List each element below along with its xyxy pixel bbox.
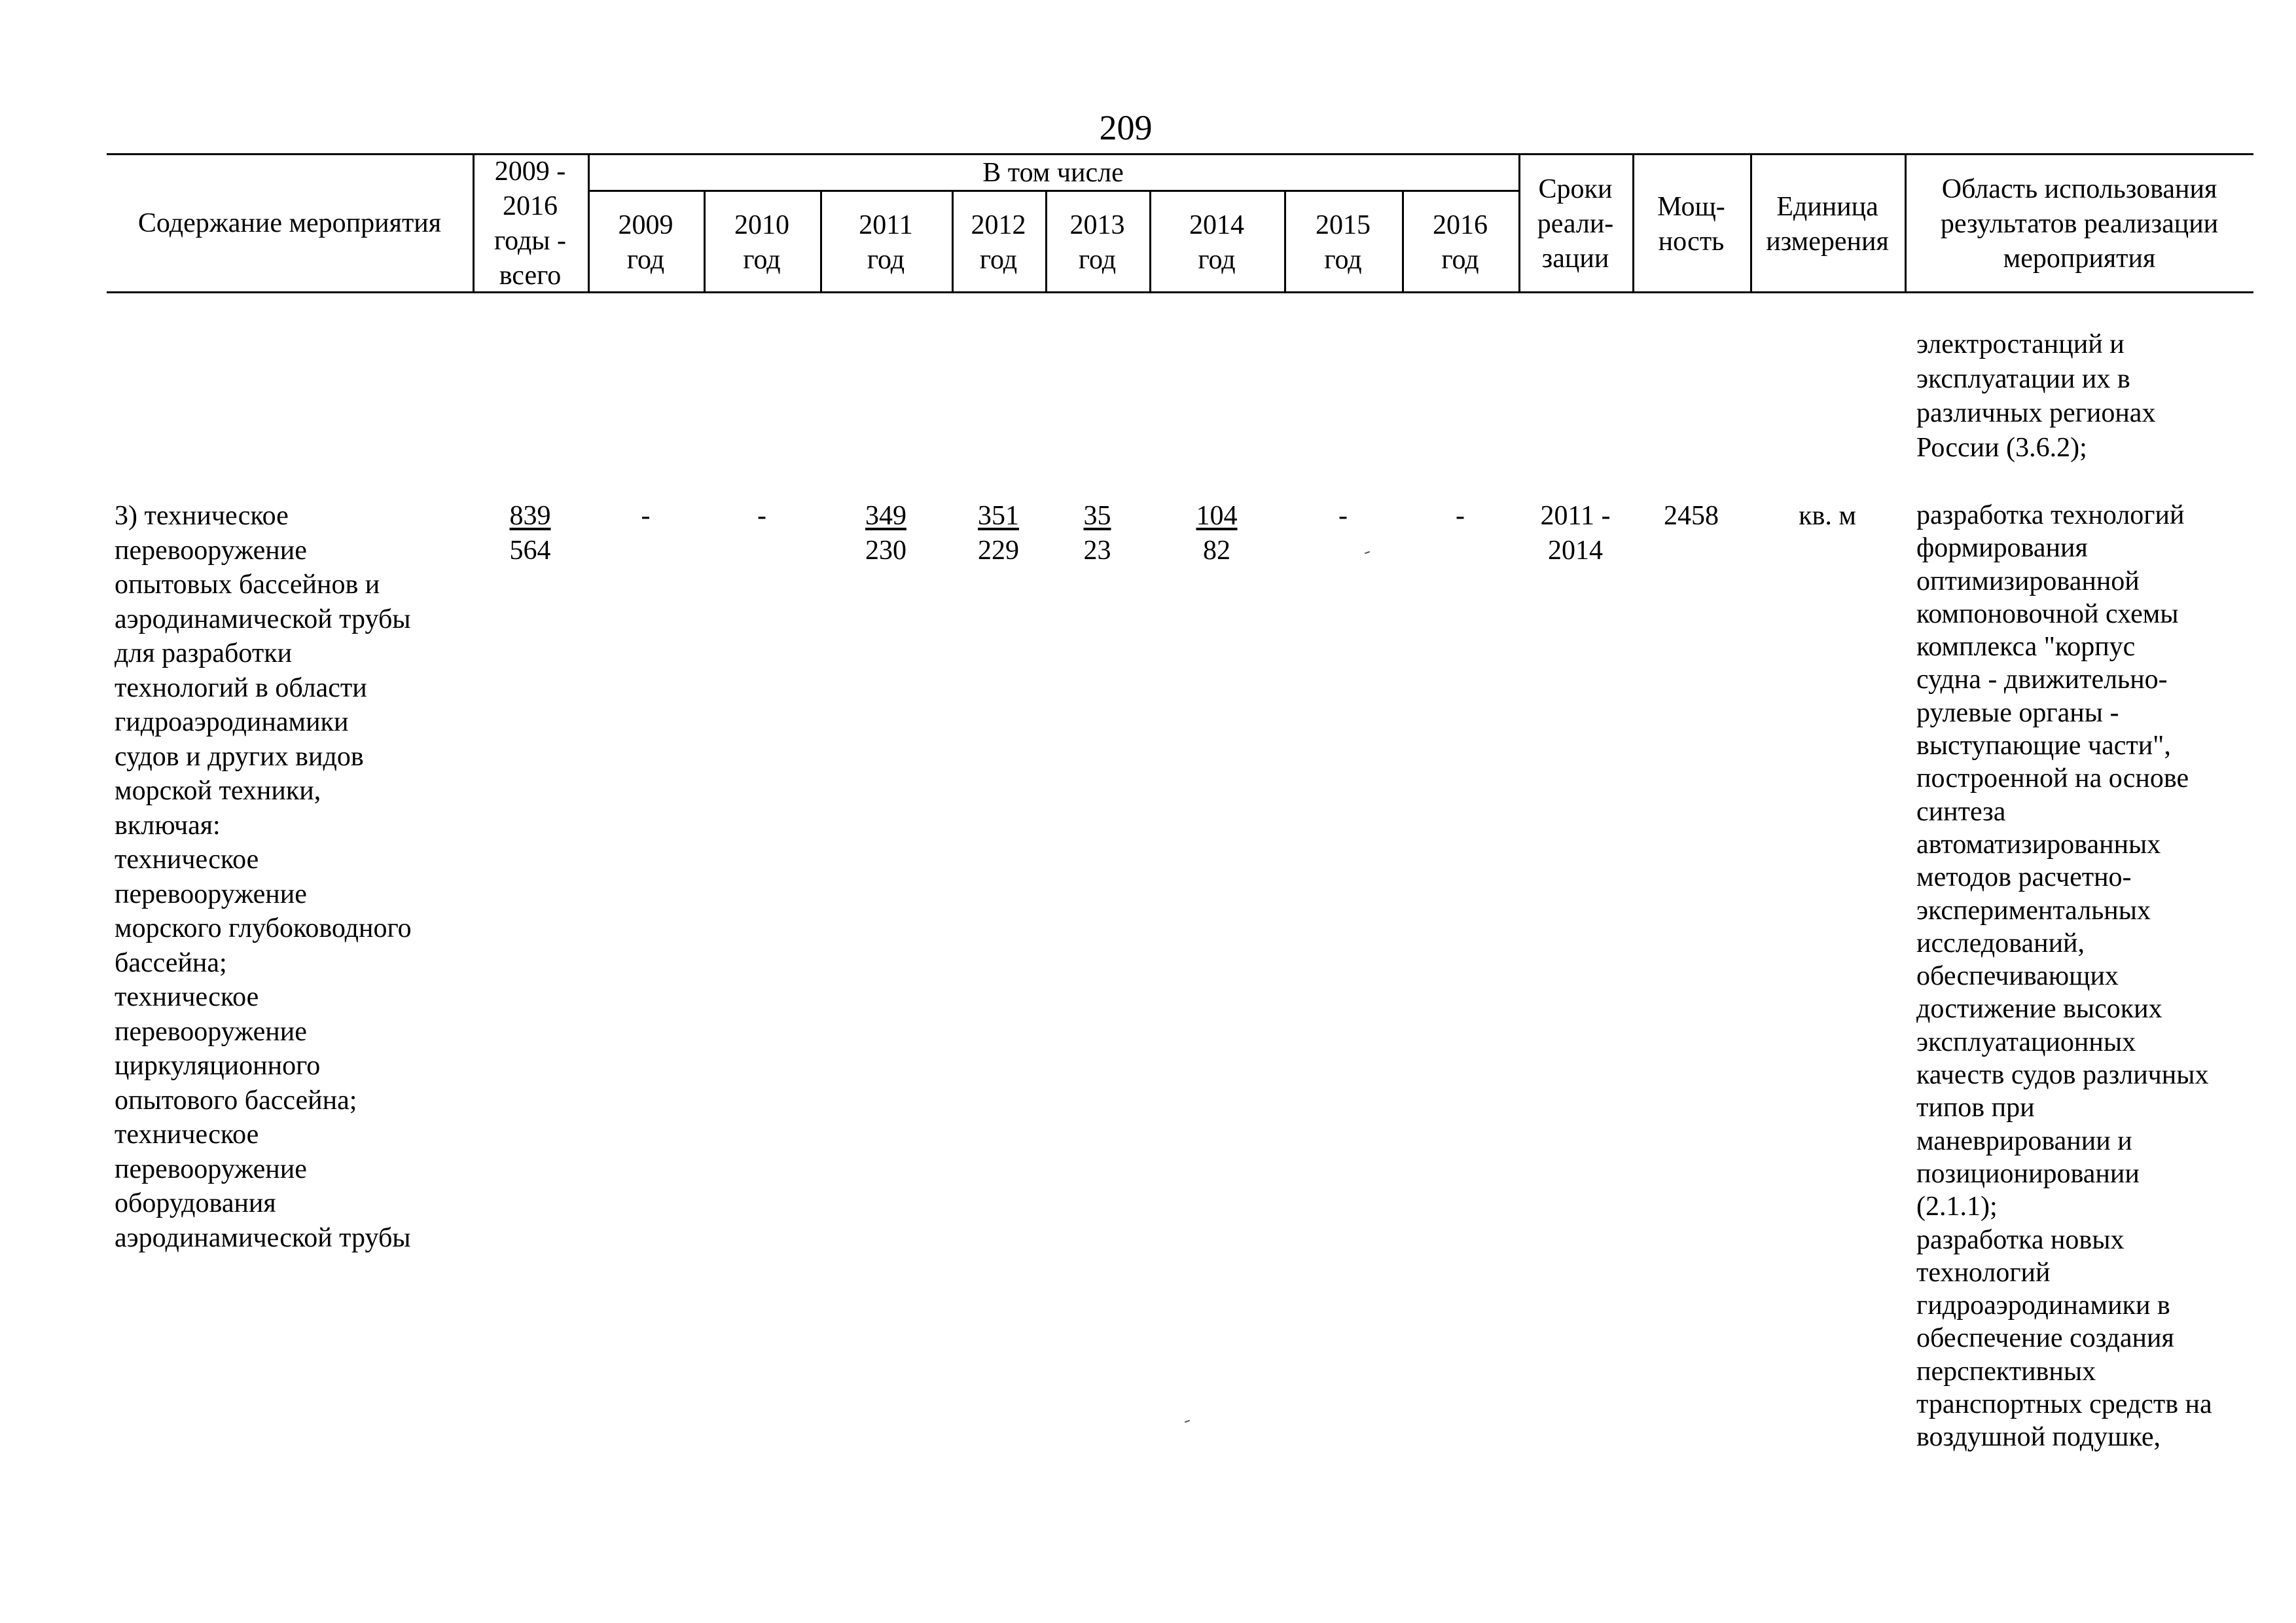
- row-2016: -: [1456, 501, 1465, 531]
- header-year-2013: 2013 год: [1069, 210, 1125, 275]
- header-year-2010: 2010 год: [734, 210, 789, 275]
- header-top-rule: [107, 153, 2253, 155]
- row-2012: 351 229: [978, 501, 1019, 566]
- row-2009: -: [641, 501, 651, 531]
- header-year-2014: 2014 год: [1189, 210, 1244, 275]
- row-2013: 35 23: [1083, 501, 1111, 566]
- scan-speck: [1185, 1420, 1190, 1423]
- row-2011: 349 230: [865, 501, 906, 566]
- row-content: 3) техническое перевооружение опытовых бассейнов и аэродинамической трубы для разработки технологий в области гидроаэродинамики судов и других видов морской техники, включая: техническое перевооружение морского глубоководного бассейна; техническое перевооружение циркуляционного опытового бассейна; техническое перевооружение оборудования аэродинамической трубы: [115, 501, 412, 1253]
- row-capacity: 2458: [1664, 501, 1719, 531]
- header-year-2011: 2011 год: [859, 210, 913, 275]
- header-bottom-rule: [107, 291, 2253, 293]
- header-year-2012: 2012 год: [971, 210, 1026, 275]
- header-total: 2009 - 2016 годы - всего: [493, 156, 567, 291]
- header-terms: Сроки реали- зации: [1537, 174, 1614, 274]
- header-area: Область использования результатов реализации мероприятия: [1940, 174, 2219, 274]
- header-content: Содержание мероприятия: [137, 208, 442, 238]
- header-year-2009: 2009 год: [618, 210, 673, 275]
- header-year-2015: 2015 год: [1316, 210, 1371, 275]
- row-2014: 104 82: [1196, 501, 1238, 566]
- row-total: 839 564: [509, 501, 551, 566]
- scan-speck: [1365, 551, 1370, 555]
- row-terms: 2011 - 2014: [1540, 501, 1611, 566]
- header-capacity: Мощ- ность: [1657, 192, 1725, 257]
- header-year-2016: 2016 год: [1433, 210, 1488, 275]
- row-2010: -: [757, 501, 766, 531]
- area-continuation: электростанций и эксплуатации их в различных регионах России (3.6.2);: [1916, 329, 2156, 463]
- header-unit: Единица измерения: [1766, 192, 1889, 257]
- header-including: В том числе: [982, 158, 1124, 188]
- row-unit: кв. м: [1799, 501, 1856, 531]
- row-area: разработка технологий формирования оптимизированной компоновочной схемы комплекса "корпус судна - движительно- рулевые органы - выступающие части", построенной на основе синтеза автоматизированных методов расчетно- экспериментальных исследований, обеспечивающих достижение высоких эксплуатационных качеств судов различных типов при маневрировании и позиционировании (2.1.1); разработка новых технологий гидроаэродинамики в обеспечение создания перспективных транспортных средств на воздушной подушке,: [1916, 500, 2212, 1453]
- row-2015: -: [1338, 501, 1348, 531]
- page-number: 209: [1099, 108, 1153, 147]
